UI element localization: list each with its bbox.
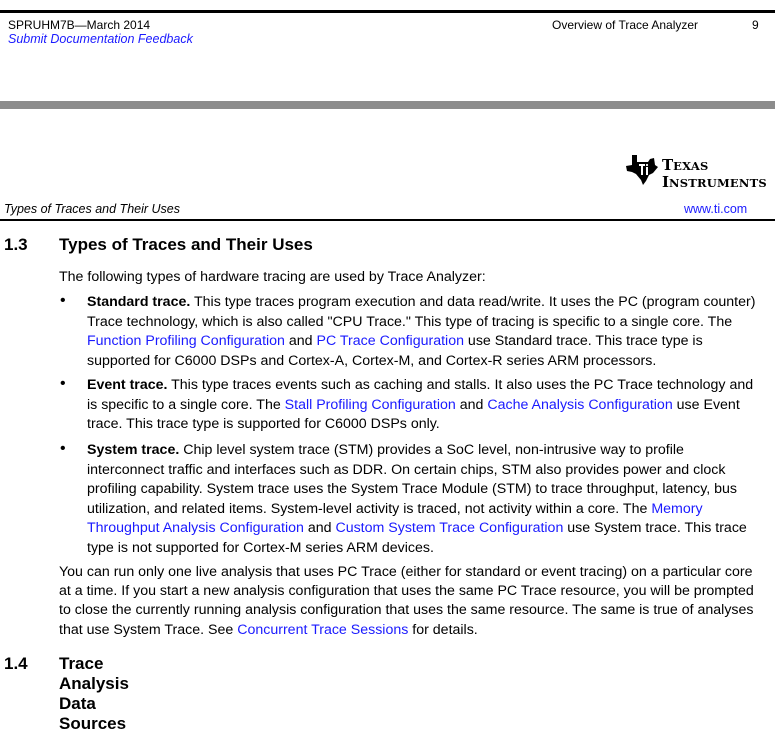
header-rule bbox=[0, 219, 775, 221]
bullet-standard-trace: Standard trace. This type traces program execution and data read/write. It uses the PC (program counter) Trace technology, which is also called "CPU Trace." This type of tracing is specific to a single core. The Function Profiling Configuration and PC Trace Configuration use Standard trace. This trace type is supported for C6000 DSPs and Cortex-A, Cortex-M, and Cortex-R series ARM processors. bbox=[87, 294, 756, 369]
ti-url[interactable]: www.ti.com bbox=[684, 202, 748, 216]
ti-wordmark: TEXAS INSTRUMENTS bbox=[662, 156, 767, 191]
pc-trace-link[interactable]: PC Trace Configuration bbox=[316, 333, 464, 350]
concurrent-sessions-link[interactable]: Concurrent Trace Sessions bbox=[237, 621, 409, 638]
feedback-link[interactable]: Submit Documentation Feedback bbox=[8, 32, 193, 46]
prev-doc-id: SPRUHM7B—March 2014 bbox=[8, 18, 151, 32]
section-title: Types of Traces and Their Uses bbox=[59, 235, 313, 254]
next-section-number: 1.4 bbox=[4, 654, 28, 673]
prev-section-title: Overview of Trace Analyzer bbox=[552, 18, 699, 32]
concurrency-paragraph: You can run only one live analysis that uses PC Trace (either for standard or event tracing) on a particular core at a time. If you start a new analysis configuration that uses the same PC Trace resource, you will be prompted to close the currently running analysis configuration that uses the same resource. The same is true of analyses that use System Trace. See Concurrent Trace Sessions for details. bbox=[59, 564, 754, 638]
page-separator bbox=[0, 101, 775, 109]
bullet-icon: • bbox=[60, 375, 66, 392]
memory-throughput-link[interactable]: Memory Throughput Analysis Configuration bbox=[87, 500, 703, 537]
custom-system-trace-link[interactable]: Custom System Trace Configuration bbox=[335, 520, 564, 537]
intro-paragraph: The following types of hardware tracing are used by Trace Analyzer: bbox=[59, 269, 486, 285]
running-header-title: Types of Traces and Their Uses bbox=[4, 202, 180, 216]
function-profiling-link[interactable]: Function Profiling Configuration bbox=[87, 333, 285, 350]
bullet-event-trace: Event trace. This type traces events such as caching and stalls. It also uses the PC Trace technology and is specific to a single core. The Stall Profiling Configuration and Cache Analysis Configuration use Event trace. This trace type is supported for C6000 DSPs only. bbox=[87, 377, 754, 433]
bullet-system-trace: System trace. Chip level system trace (STM) provides a SoC level, non-intrusive way to profile interconnect traffic and interfaces such as DDR. On certain chips, STM also provides power and clock profiling capability. System trace uses the System Trace Module (STM) to trace throughput, latency, bus utilization, and related items. System-level activity is traced, not activity within a core. The Memory Throughput Analysis Configuration and Custom System Trace Configuration use System trace. This trace type is not supported for Cortex-M series ARM devices. bbox=[87, 442, 747, 556]
ti-state-icon bbox=[624, 153, 660, 187]
bullet-icon: • bbox=[60, 440, 66, 457]
stall-profiling-link[interactable]: Stall Profiling Configuration bbox=[284, 396, 456, 413]
bullet-icon: • bbox=[60, 292, 66, 309]
top-rule bbox=[0, 10, 775, 13]
section-number: 1.3 bbox=[4, 235, 28, 254]
prev-page-number: 9 bbox=[752, 18, 759, 32]
next-section-title: Trace Analysis Data Sources bbox=[59, 654, 129, 733]
cache-analysis-link[interactable]: Cache Analysis Configuration bbox=[487, 396, 673, 413]
ti-logo bbox=[624, 153, 769, 191]
